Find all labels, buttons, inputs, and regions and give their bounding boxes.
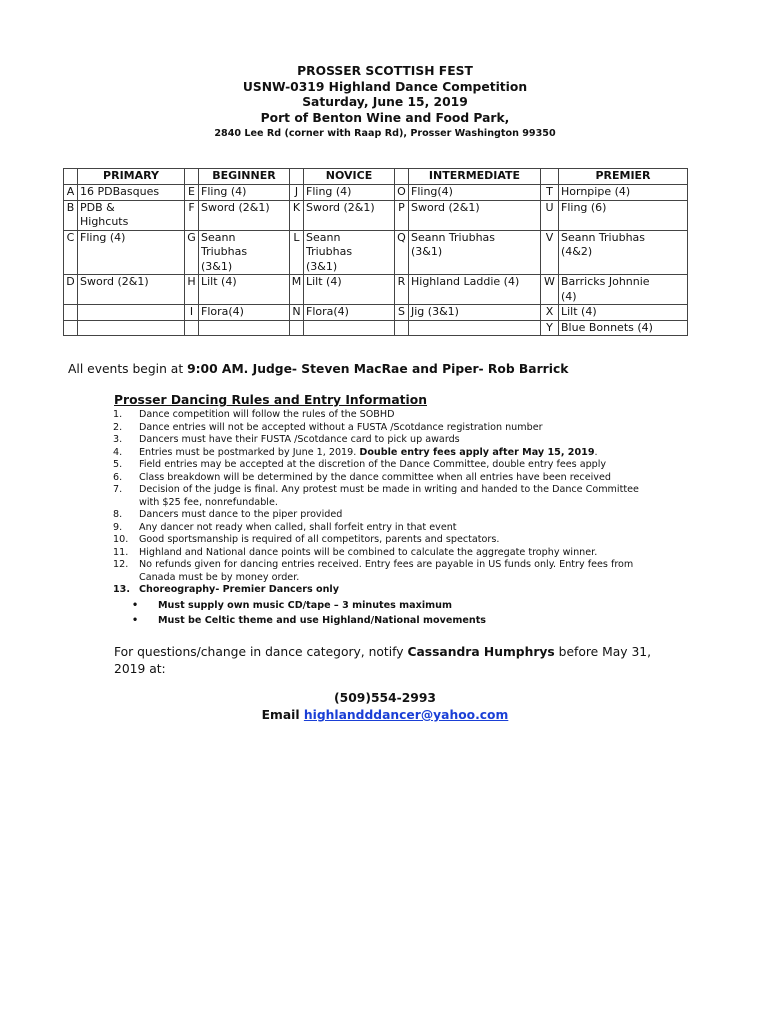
event-name: [78, 305, 185, 321]
event-name: Lilt (4): [199, 275, 290, 305]
table-row: [64, 320, 688, 336]
email-line: Email highlandddancer@yahoo.com: [261, 708, 509, 722]
header-beginner: BEGINNER: [199, 169, 290, 185]
event-letter: L: [290, 230, 304, 275]
table-row: [64, 230, 688, 275]
event-name: [199, 320, 290, 336]
email-link[interactable]: highlandddancer@yahoo.com: [303, 708, 509, 722]
event-title: PROSSER SCOTTISH FEST: [297, 64, 473, 78]
event-letter: S: [395, 305, 409, 321]
event-letter: [290, 320, 304, 336]
rule-item: 5. Field entries may be accepted at the discretion of the Dance Committee, double entry fees apply: [113, 459, 607, 470]
rule-item: 2. Dance entries will not be accepted without a FUSTA /Scotdance registration number: [113, 421, 543, 433]
document-header: [0, 64, 770, 141]
event-name: Lilt (4): [559, 305, 688, 321]
contact-details: [0, 690, 770, 724]
event-name: Barricks Johnnie (4): [559, 275, 688, 305]
event-name: Jig (3&1): [409, 305, 541, 321]
rule-item: 1. Dance competition will follow the rules of the SOBHD: [113, 409, 395, 420]
event-letter: M: [290, 275, 304, 305]
event-name: Fling(4): [409, 185, 541, 201]
rule-item: 12. No refunds given for dancing entries received. Entry fees are payable in US funds only. Entry fees from Canada must be by money order.: [113, 559, 634, 583]
event-letter: I: [185, 305, 199, 321]
event-letter: W: [541, 275, 559, 305]
event-letter: [395, 320, 409, 336]
event-name: Seann Triubhas (3&1): [409, 230, 541, 275]
event-letter: V: [541, 230, 559, 275]
event-letter: B: [64, 200, 78, 230]
rule-item: 6. Class breakdown will be determined by the dance committee when all entries have been received: [113, 471, 611, 483]
competition-name: USNW-0319 Highland Dance Competition: [242, 79, 528, 94]
header-primary: PRIMARY: [78, 169, 185, 185]
rules-list: [110, 409, 650, 628]
contact-note: For questions/change in dance category, notify Cassandra Humphrys before May 31, 2019 at:: [114, 645, 652, 676]
rule-item: 4. Entries must be postmarked by June 1, 2019. Double entry fees apply after May 15, 2019.: [113, 446, 598, 458]
events-table: [63, 168, 688, 336]
venue-name: Port of Benton Wine and Food Park,: [260, 110, 510, 125]
event-letter: C: [64, 230, 78, 275]
event-letter: Y: [541, 320, 559, 336]
event-letter: H: [185, 275, 199, 305]
event-name: Hornpipe (4): [559, 185, 688, 201]
rules-title: Prosser Dancing Rules and Entry Information: [114, 393, 427, 407]
header-novice: NOVICE: [304, 169, 395, 185]
table-row: [64, 185, 688, 201]
rule-item-13: 13. Choreography- Premier Dancers only: [113, 584, 339, 595]
rule-emphasis: Double entry fees apply after May 15, 2019: [359, 446, 595, 458]
rule-item: 3. Dancers must have their FUSTA /Scotdance card to pick up awards: [113, 434, 460, 445]
event-name: PDB & Highcuts: [78, 200, 185, 230]
event-name: Sword (2&1): [409, 200, 541, 230]
bullet-icon: •: [132, 599, 139, 611]
event-letter: T: [541, 185, 559, 201]
event-name: Sword (2&1): [78, 275, 185, 305]
event-name: Fling (6): [559, 200, 688, 230]
event-name: 16 PDBasques: [78, 185, 185, 201]
bullet-item: • Must be Celtic theme and use Highland/National movements: [132, 615, 486, 626]
table-header-row: [64, 169, 688, 185]
event-letter: D: [64, 275, 78, 305]
event-name: Sword (2&1): [199, 200, 290, 230]
rule-item: 10. Good sportsmanship is required of all competitors, parents and spectators.: [113, 534, 500, 545]
event-name: Seann Triubhas (3&1): [199, 230, 290, 275]
table-row: [64, 275, 688, 305]
event-letter: O: [395, 185, 409, 201]
judge-piper-info: 9:00 AM. Judge- Steven MacRae and Piper- Rob Barrick: [187, 362, 569, 376]
event-date: Saturday, June 15, 2019: [302, 95, 468, 109]
event-letter: F: [185, 200, 199, 230]
event-name: Lilt (4): [304, 275, 395, 305]
contact-name: Cassandra Humphrys: [407, 645, 555, 659]
event-name: Highland Laddie (4): [409, 275, 541, 305]
event-name: [78, 320, 185, 336]
event-letter: P: [395, 200, 409, 230]
event-name: Sword (2&1): [304, 200, 395, 230]
event-letter: Q: [395, 230, 409, 275]
event-name: Fling (4): [199, 185, 290, 201]
table-row: [64, 200, 688, 230]
rule-item: 11. Highland and National dance points will be combined to calculate the aggregate trophy winner.: [113, 546, 598, 558]
venue-address: 2840 Lee Rd (corner with Raap Rd), Prosser Washington 99350: [214, 128, 556, 139]
event-letter: A: [64, 185, 78, 201]
event-letter: G: [185, 230, 199, 275]
event-letter: J: [290, 185, 304, 201]
event-letter: [185, 320, 199, 336]
rule-item: 9. Any dancer not ready when called, shall forfeit entry in that event: [113, 521, 457, 533]
bullet-item: • Must supply own music CD/tape – 3 minutes maximum: [132, 599, 452, 611]
event-letter: N: [290, 305, 304, 321]
event-name: Fling (4): [78, 230, 185, 275]
start-time-note: All events begin at 9:00 AM. Judge- Steven MacRae and Piper- Rob Barrick: [68, 362, 569, 376]
event-letter: E: [185, 185, 199, 201]
event-letter: K: [290, 200, 304, 230]
table-row: [64, 305, 688, 321]
event-name: Flora(4): [199, 305, 290, 321]
event-letter: [64, 305, 78, 321]
event-name: Seann Triubhas (3&1): [304, 230, 395, 275]
event-letter: U: [541, 200, 559, 230]
header-intermediate: INTERMEDIATE: [409, 169, 541, 185]
event-letter: R: [395, 275, 409, 305]
event-name: Flora(4): [304, 305, 395, 321]
event-letter: X: [541, 305, 559, 321]
event-name: Fling (4): [304, 185, 395, 201]
event-letter: [64, 320, 78, 336]
event-name: [304, 320, 395, 336]
rule-item: 7. Decision of the judge is final. Any protest must be made in writing and handed to the Dance Committee with $25 fee, nonrefundable.: [113, 484, 639, 508]
event-name: [409, 320, 541, 336]
rule-item: 8. Dancers must dance to the piper provided: [113, 509, 343, 520]
event-name: Blue Bonnets (4): [559, 320, 688, 336]
bullet-icon: •: [132, 615, 139, 626]
phone-number: (509)554-2993: [334, 691, 436, 705]
header-premier: PREMIER: [559, 169, 688, 185]
event-name: Seann Triubhas (4&2): [559, 230, 688, 275]
